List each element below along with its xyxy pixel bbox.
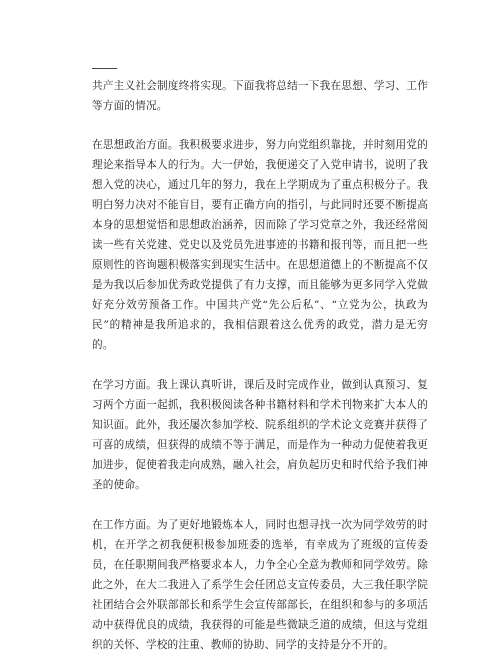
paragraph-work: 在工作方面。为了更好地锻炼本人，同时也想寻找一次为同学效劳的时机，在开学之初我便积极参加班委的选举，有幸成为了班级的宣传委员，在任职期间我严格要求本人，力争全心全意为教师和同学效劳。除此之外，在大二我进入了系学生会任团总支宣传委员，大三我任职学院社团结合会外联部部长和系学生会宣传部部长，在组织和参与的多项活动中获得优良的成绩，我获得的可能是些微缺乏道的成绩，但这与党组织的关怀、学校的注重、教师的协助、同学的支持是分不开的。 <box>92 519 428 651</box>
header-rule <box>92 68 117 69</box>
paragraph-study: 在学习方面。我上课认真听讲，课后及时完成作业，做到认真预习、复习两个方面一起抓，我积极阅读各种书籍材料和学术刊物来扩大本人的知识面。此外，我还屡次参加学校、院系组织的学术论文竞赛并获得了可喜的成绩，但获得的成绩不等于满足，而是作为一种动力促使着我更加进步，促使着我走向成熟，融入社会，肩负起历史和时代给予我们神圣的使命。 <box>92 379 428 491</box>
document-body <box>92 76 428 655</box>
paragraph-intro: 共产主义社会制度终将实现。下面我将总结一下我在思想、学习、工作等方面的情况。 <box>92 80 428 112</box>
paragraph-political-thought: 在思想政治方面。我积极要求进步，努力向党组织靠拢，并时刻用党的理论来指导本人的行为。大一伊始，我便递交了入党申请书，说明了我想入党的决心，通过几年的努力，我在上学期成为了重点积极分子。我明白努力决对不能盲目，要有正确方向的指引，与此同时还要不断提高本身的思想觉悟和思想政治涵养，因而除了学习党章之外，我还经常阅读一些有关党建、党史以及党员先进事迹的书籍和报刊等，而且把一些原则性的咨询题积极落实到现实生活中。在思想道德上的不断提高不仅是为我以后参加优秀政党提供了有力支撑，而且能够为更多同学入党做好充分效劳预备工作。中国共产党“先公后私”、“立党为公，执政为民”的精神是我所追求的，我相信跟着这么优秀的政党，潜力是无穷的。 <box>92 139 428 351</box>
